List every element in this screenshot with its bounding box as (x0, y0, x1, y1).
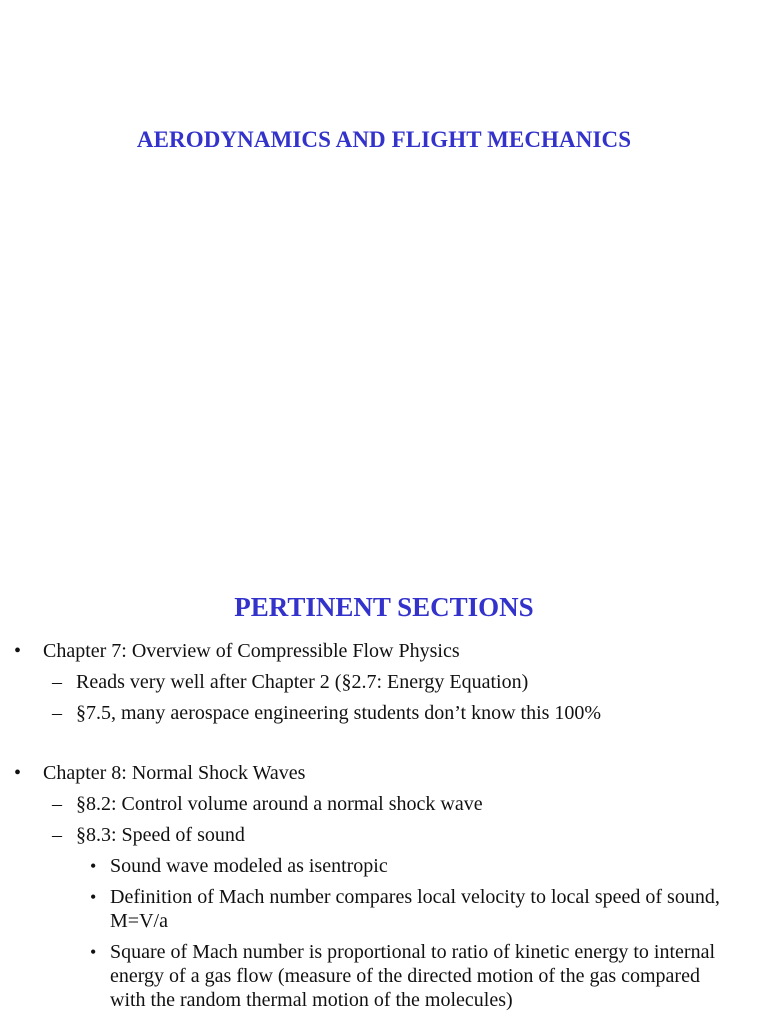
list-item-text: Chapter 8: Normal Shock Waves (43, 762, 306, 784)
sub-item-text: §8.3: Speed of sound (76, 824, 245, 846)
sub-item (0, 701, 768, 725)
dash-icon: – (52, 824, 62, 846)
sub-item-text: §7.5, many aerospace engineering students don’t know this 100% (76, 702, 602, 724)
section-list (0, 639, 768, 1019)
section-title: PERTINENT SECTIONS (234, 592, 534, 622)
sub-sub-item (0, 940, 768, 1012)
sub-item-text: §8.2: Control volume around a normal shock wave (76, 793, 483, 815)
sub-sub-item-text: Definition of Mach number compares local velocity to local speed of sound, M=V/a (110, 886, 720, 932)
pertinent-sections-slide (0, 520, 768, 1024)
dash-icon: – (52, 702, 62, 724)
sub-sub-item-text: Square of Mach number is proportional to ratio of kinetic energy to internal energy of a gas flow (measure of the directed motion of the gas compared with the random thermal motion of the molecules) (110, 941, 716, 1011)
list-item-chapter-8 (0, 761, 768, 785)
sub-item (0, 792, 768, 816)
list-item-text: Chapter 7: Overview of Compressible Flow Physics (43, 640, 460, 662)
bullet-icon: • (90, 942, 97, 962)
sub-item (0, 823, 768, 847)
sub-item-text: Reads very well after Chapter 2 (§2.7: Energy Equation) (76, 671, 529, 693)
bullet-icon: • (90, 887, 97, 907)
dash-icon: – (52, 793, 62, 815)
sub-item (0, 670, 768, 694)
list-item-chapter-7 (0, 639, 768, 663)
dash-icon: – (52, 671, 62, 693)
bullet-icon: • (14, 640, 22, 662)
sub-sub-item-text: Sound wave modeled as isentropic (110, 855, 388, 877)
sub-sub-item (0, 885, 768, 933)
course-title: AERODYNAMICS AND FLIGHT MECHANICS (136, 127, 632, 152)
bullet-icon: • (90, 856, 97, 876)
spacer (0, 732, 768, 761)
bullet-icon: • (14, 762, 22, 784)
sub-sub-item (0, 854, 768, 878)
